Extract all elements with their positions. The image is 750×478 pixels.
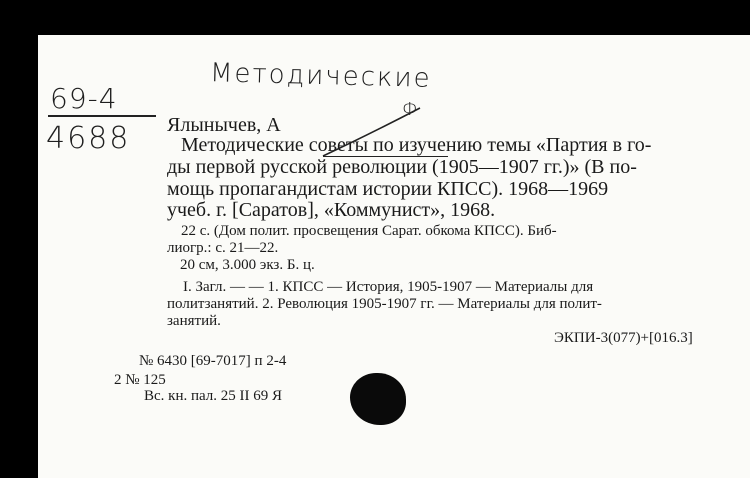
title-line-1: Методические советы по изучению темы «Партия в го- bbox=[181, 134, 652, 156]
accession-number: № 6430 [69-7017] п 2-4 bbox=[139, 353, 287, 369]
collation-line-1: 22 с. (Дом полит. просвещения Сарат. обкома КПСС). Биб- bbox=[181, 223, 557, 239]
author-heading: Ялынычев, А bbox=[167, 114, 281, 136]
classification-code: ЭКПИ-3(077)+[016.3] bbox=[554, 330, 693, 346]
title-line-2: ды первой русской революции (1905—1907 гг.)» (В по- bbox=[167, 156, 637, 178]
order-number: 2 № 125 bbox=[114, 372, 166, 388]
handwritten-title: Методические bbox=[209, 58, 432, 94]
subject-line-3: занятий. bbox=[167, 313, 221, 329]
call-number-top: 69-4 bbox=[50, 82, 118, 115]
call-number-bottom: 4688 bbox=[46, 121, 131, 156]
collation-line-3: 20 см, 3.000 экз. Б. ц. bbox=[180, 257, 315, 273]
subject-line-2: политзанятий. 2. Революция 1905-1907 гг. — Материалы для полит- bbox=[167, 296, 602, 312]
ink-blot bbox=[350, 373, 406, 425]
collation-line-2: лиогр.: с. 21—22. bbox=[167, 240, 279, 256]
title-line-3: мощь пропагандистам истории КПСС). 1968—1969 bbox=[167, 178, 609, 200]
title-line-4: учеб. г. [Саратов], «Коммунист», 1968. bbox=[167, 199, 496, 221]
chamber-stamp-line: Вс. кн. пал. 25 II 69 Я bbox=[144, 388, 283, 404]
subject-line-1: I. Загл. — — 1. КПСС — История, 1905-1907 — Материалы для bbox=[183, 279, 594, 295]
handwritten-phi: Ф bbox=[402, 99, 418, 120]
catalog-card bbox=[38, 35, 750, 478]
